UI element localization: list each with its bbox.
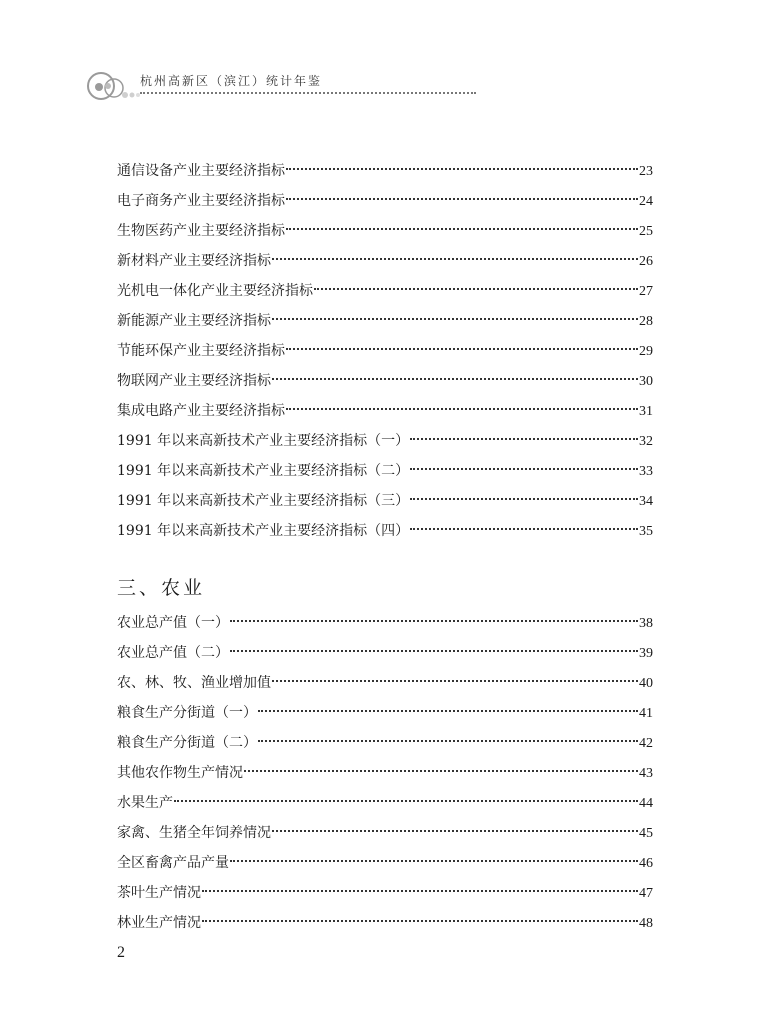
toc-dot-leader <box>286 168 638 170</box>
yearbook-logo-icon <box>84 68 144 108</box>
toc-dot-leader <box>286 348 638 350</box>
toc-entry[interactable] <box>117 156 653 186</box>
toc-entry-label: 集成电路产业主要经济指标 <box>117 403 285 419</box>
toc-dot-leader <box>202 890 638 892</box>
toc-entry-page-number: 38 <box>639 616 653 631</box>
header-title: 杭州高新区（滨江）统计年鉴 <box>140 74 323 88</box>
toc-entry-label: 新能源产业主要经济指标 <box>117 313 271 329</box>
toc-group-industry <box>117 156 653 546</box>
toc-dot-leader <box>314 288 638 290</box>
toc-entry-label: 通信设备产业主要经济指标 <box>117 163 285 179</box>
toc-dot-leader <box>286 408 638 410</box>
toc-entry-label: 生物医药产业主要经济指标 <box>117 223 285 239</box>
toc-dot-leader <box>230 860 638 862</box>
toc-entry-label: 农、林、牧、渔业增加值 <box>117 675 271 691</box>
toc-entry-label: 节能环保产业主要经济指标 <box>117 343 285 359</box>
toc-entry[interactable] <box>117 396 653 426</box>
toc-entry-label: 新材料产业主要经济指标 <box>117 253 271 269</box>
toc-entry[interactable] <box>117 306 653 336</box>
toc-entry[interactable] <box>117 216 653 246</box>
toc-entry-page-number: 26 <box>639 254 653 269</box>
toc-entry-page-number: 42 <box>639 736 653 751</box>
toc-entry-label: 其他农作物生产情况 <box>117 765 243 781</box>
toc-dot-leader <box>258 710 638 712</box>
toc-entry-label: 水果生产 <box>117 795 173 811</box>
toc-entry-page-number: 43 <box>639 766 653 781</box>
toc-entry[interactable] <box>117 878 653 908</box>
toc-dot-leader <box>174 800 638 802</box>
toc-entry-label: 电子商务产业主要经济指标 <box>117 193 285 209</box>
toc-entry-page-number: 48 <box>639 916 653 931</box>
toc-entry[interactable] <box>117 908 653 938</box>
toc-entry[interactable] <box>117 818 653 848</box>
toc-dot-leader <box>258 740 638 742</box>
toc-dot-leader <box>286 198 638 200</box>
toc-entry[interactable] <box>117 336 653 366</box>
toc-entry-label: 光机电一体化产业主要经济指标 <box>117 283 313 299</box>
toc-entry[interactable] <box>117 638 653 668</box>
toc-entry-page-number: 30 <box>639 374 653 389</box>
toc-entry[interactable] <box>117 246 653 276</box>
toc-entry-page-number: 46 <box>639 856 653 871</box>
toc-dot-leader <box>272 680 638 682</box>
toc-group-agriculture <box>117 608 653 938</box>
toc-dot-leader <box>410 438 638 440</box>
toc-entry-page-number: 29 <box>639 344 653 359</box>
toc-entry[interactable] <box>117 758 653 788</box>
toc-entry-page-number: 24 <box>639 194 653 209</box>
toc-dot-leader <box>286 228 638 230</box>
toc-entry-page-number: 47 <box>639 886 653 901</box>
toc-dot-leader <box>272 318 638 320</box>
toc-entry-page-number: 40 <box>639 676 653 691</box>
table-of-contents <box>117 156 653 938</box>
toc-dot-leader <box>410 468 638 470</box>
toc-dot-leader <box>202 920 638 922</box>
toc-entry[interactable] <box>117 698 653 728</box>
toc-entry-label: 农业总产值（一） <box>117 615 229 631</box>
toc-entry-page-number: 44 <box>639 796 653 811</box>
toc-entry-label: 茶叶生产情况 <box>117 885 201 901</box>
toc-dot-leader <box>230 620 638 622</box>
toc-entry[interactable] <box>117 366 653 396</box>
toc-entry-label: 1991 年以来高新技术产业主要经济指标（三） <box>117 493 410 509</box>
toc-entry-label: 1991 年以来高新技术产业主要经济指标（一） <box>117 433 410 449</box>
toc-entry[interactable] <box>117 848 653 878</box>
running-header <box>84 68 404 108</box>
toc-entry-label: 粮食生产分街道（二） <box>117 735 257 751</box>
toc-entry-page-number: 33 <box>639 464 653 479</box>
toc-entry-page-number: 25 <box>639 224 653 239</box>
toc-entry-page-number: 31 <box>639 404 653 419</box>
toc-dot-leader <box>272 830 638 832</box>
toc-entry[interactable] <box>117 668 653 698</box>
toc-entry[interactable] <box>117 728 653 758</box>
toc-entry[interactable] <box>117 608 653 638</box>
toc-dot-leader <box>272 378 638 380</box>
toc-entry-label: 粮食生产分街道（一） <box>117 705 257 721</box>
toc-entry-page-number: 32 <box>639 434 653 449</box>
toc-entry-label: 1991 年以来高新技术产业主要经济指标（二） <box>117 463 410 479</box>
header-dotted-rule <box>140 92 476 94</box>
toc-entry-page-number: 45 <box>639 826 653 841</box>
toc-entry-page-number: 41 <box>639 706 653 721</box>
toc-entry-label: 农业总产值（二） <box>117 645 229 661</box>
section-heading-agriculture: 三、农业 <box>117 577 206 599</box>
toc-entry[interactable] <box>117 456 653 486</box>
toc-entry-label: 家禽、生猪全年饲养情况 <box>117 825 271 841</box>
toc-entry-page-number: 34 <box>639 494 653 509</box>
toc-dot-leader <box>244 770 638 772</box>
toc-entry-label: 林业生产情况 <box>117 915 201 931</box>
toc-entry[interactable] <box>117 516 653 546</box>
toc-dot-leader <box>410 528 638 530</box>
toc-entry[interactable] <box>117 486 653 516</box>
toc-entry[interactable] <box>117 788 653 818</box>
toc-entry[interactable] <box>117 276 653 306</box>
toc-entry[interactable] <box>117 186 653 216</box>
toc-entry-page-number: 27 <box>639 284 653 299</box>
toc-entry-label: 全区畜禽产品产量 <box>117 855 229 871</box>
toc-entry-page-number: 35 <box>639 524 653 539</box>
toc-entry-label: 1991 年以来高新技术产业主要经济指标（四） <box>117 523 410 539</box>
toc-dot-leader <box>410 498 638 500</box>
toc-entry-page-number: 39 <box>639 646 653 661</box>
toc-dot-leader <box>272 258 638 260</box>
toc-dot-leader <box>230 650 638 652</box>
toc-entry[interactable] <box>117 426 653 456</box>
toc-entry-page-number: 28 <box>639 314 653 329</box>
toc-entry-label: 物联网产业主要经济指标 <box>117 373 271 389</box>
toc-entry-page-number: 23 <box>639 164 653 179</box>
page-number: 2 <box>117 944 125 961</box>
